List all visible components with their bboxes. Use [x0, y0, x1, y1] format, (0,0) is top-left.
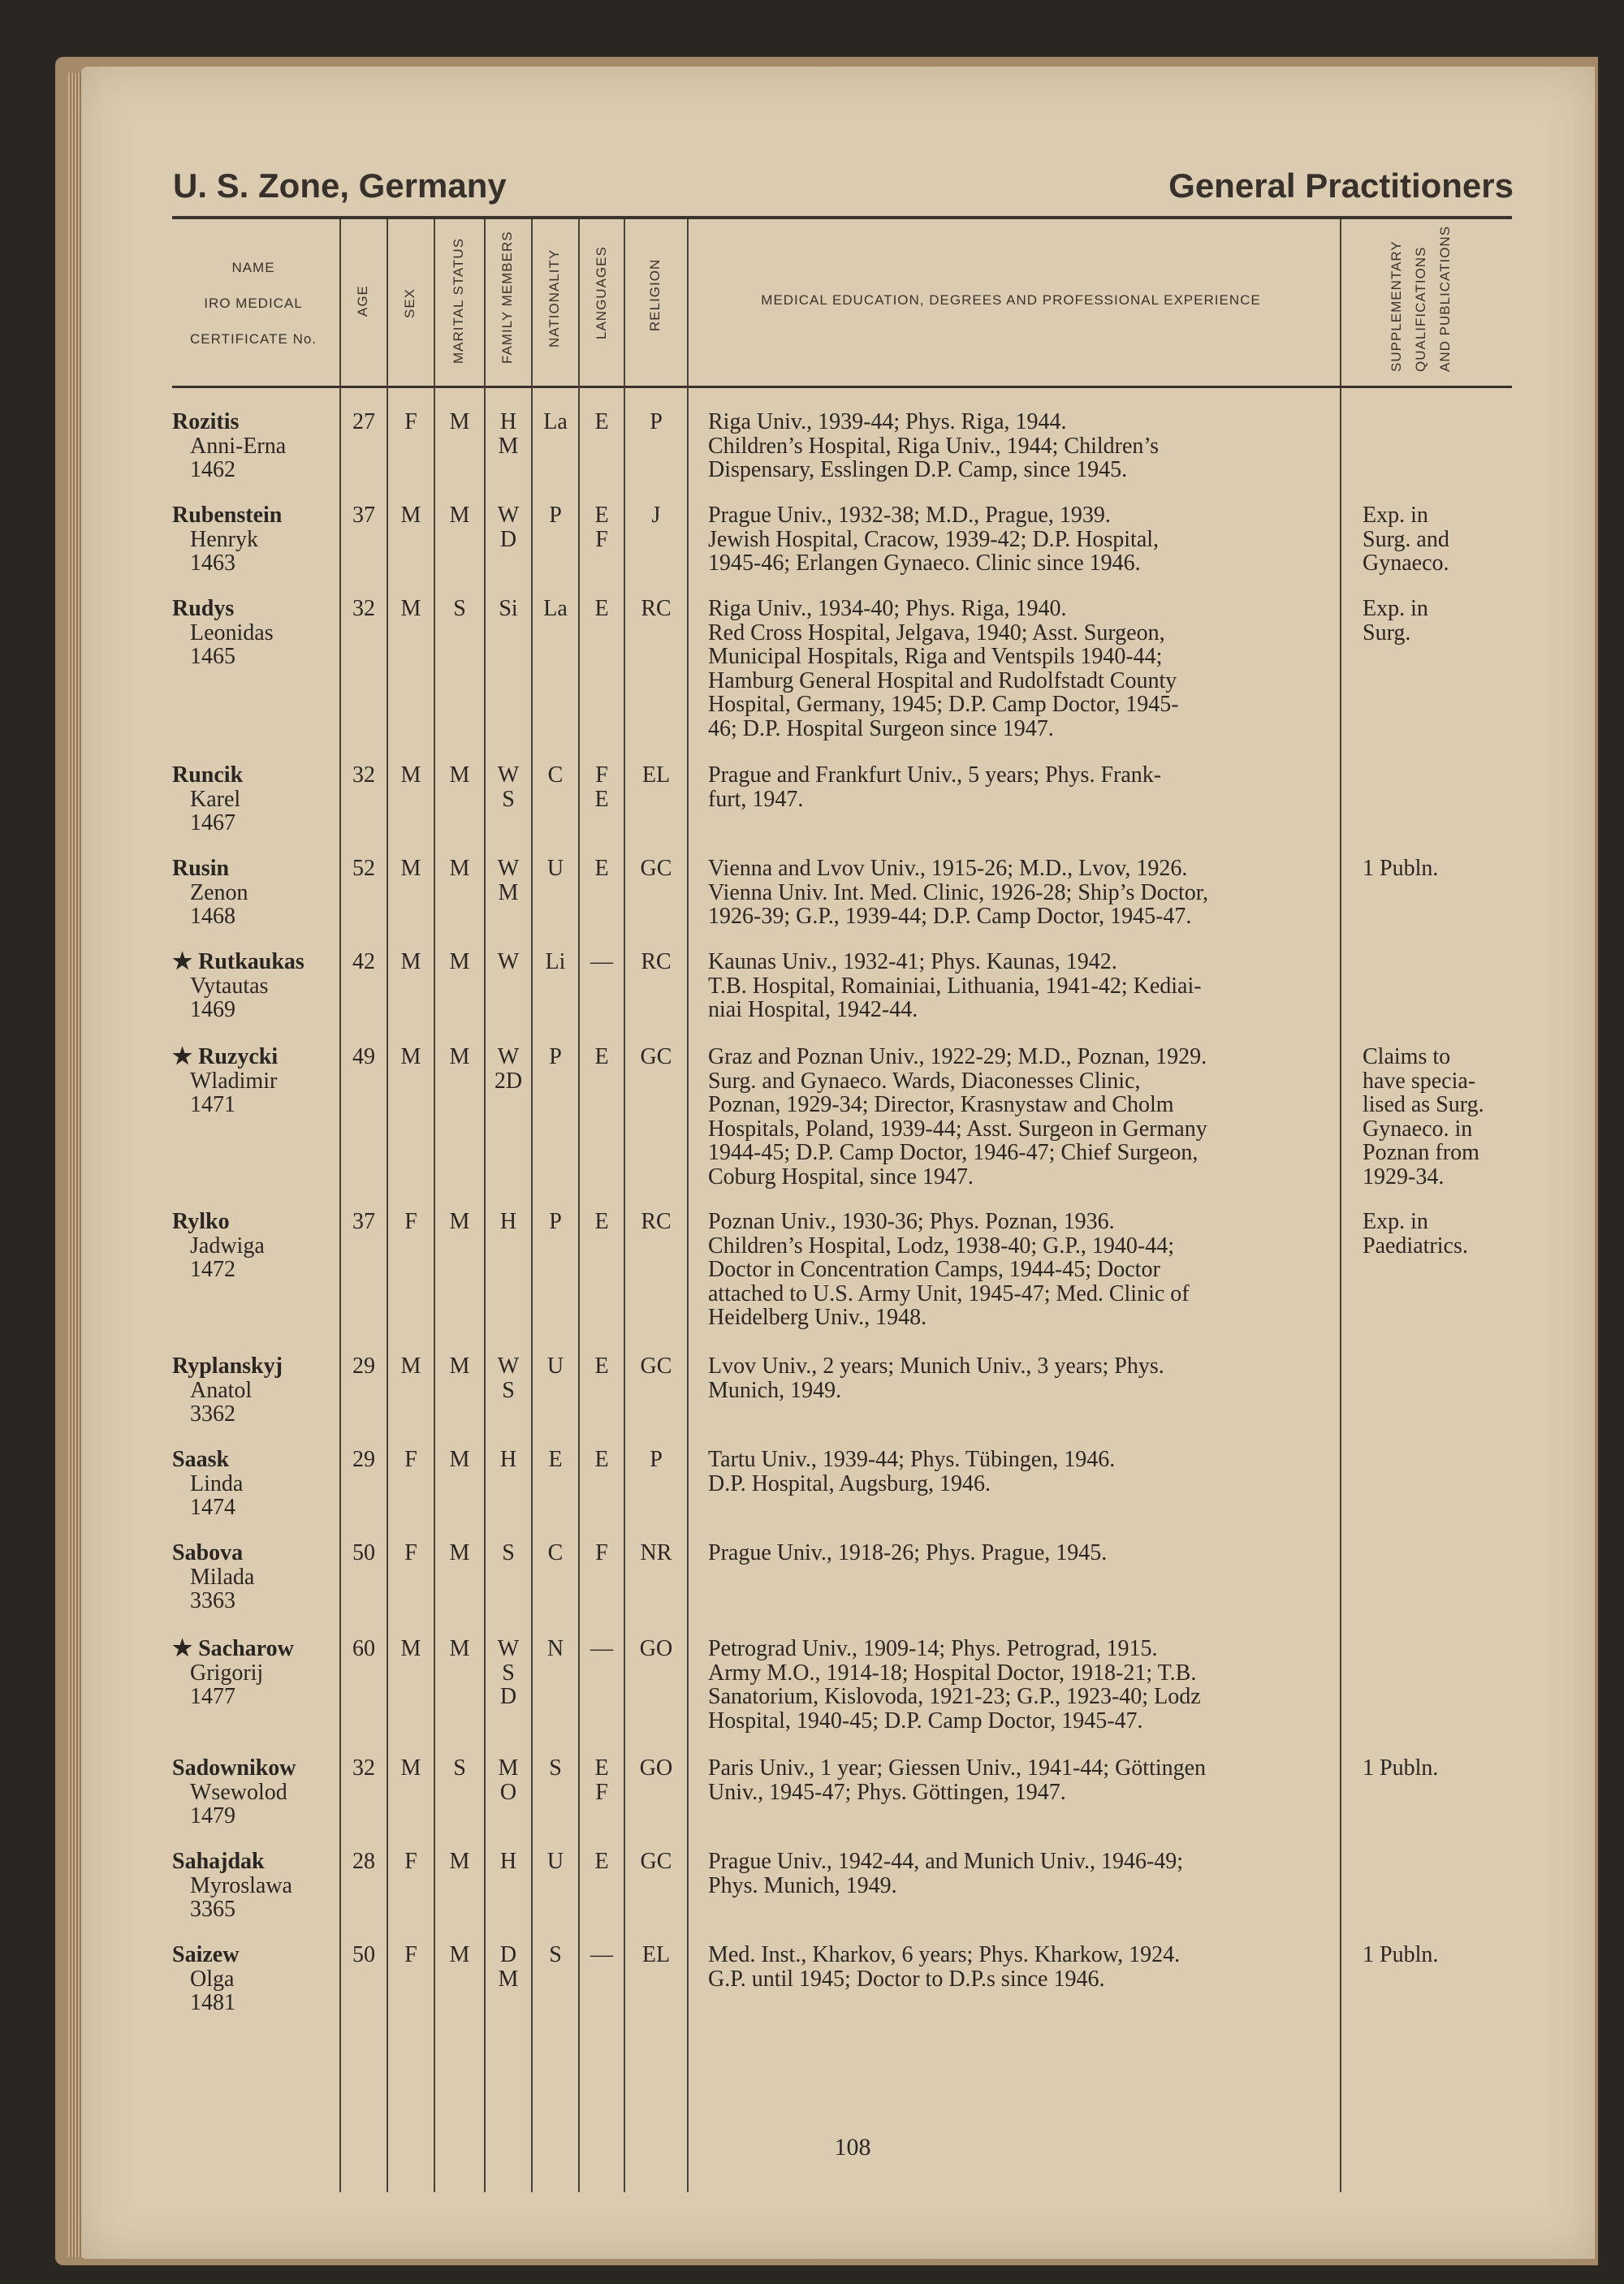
entry-religion: GO: [639, 1755, 673, 1781]
entry-languages: E F: [594, 1755, 609, 1805]
certificate-number: 1472: [190, 1257, 235, 1282]
name-header-line1: NAME: [231, 260, 275, 275]
entry-marital: M: [449, 409, 470, 434]
certificate-number: 1471: [190, 1092, 235, 1117]
entry-name-block: [172, 1943, 239, 2015]
entry-supplementary: 1 Publn.: [1363, 1942, 1439, 1967]
entry-languages: E: [594, 409, 609, 434]
marital-status-column-header: MARITAL STATUS: [451, 237, 466, 364]
header-top-rule: [172, 216, 1512, 219]
certificate-number: 3365: [190, 1897, 235, 1922]
page-number: 108: [834, 2134, 871, 2161]
given-name: Anatol: [190, 1377, 253, 1403]
entry-sex: M: [400, 949, 421, 974]
entry-languages: E: [594, 856, 609, 881]
entry-education: Med. Inst., Kharkov, 6 years; Phys. Kharkow, 1924. G.P. until 1945; Doctor to D.P.s since 1946.: [708, 1942, 1181, 1992]
given-name: Milada: [190, 1564, 255, 1590]
entry-name-block: [172, 1210, 265, 1282]
entry-sex: M: [400, 1755, 421, 1781]
entry-age: 52: [352, 856, 375, 881]
entry-sex: M: [400, 503, 421, 528]
entry-religion: J: [651, 503, 661, 528]
entry-religion: RC: [641, 949, 672, 974]
given-name: Karel: [190, 786, 241, 812]
given-name: Grigorij: [190, 1660, 264, 1686]
entry-marital: M: [449, 762, 470, 788]
age-column-header: AGE: [355, 285, 370, 317]
entry-family: W: [497, 949, 520, 974]
entry-name-block: [172, 410, 286, 482]
entry-religion: EL: [641, 762, 671, 788]
entry-sex: F: [404, 1209, 417, 1234]
given-name: Olga: [190, 1966, 235, 1992]
entry-name-block: [172, 1637, 294, 1709]
column-divider: [687, 219, 689, 2192]
entry-nationality: C: [547, 1540, 564, 1565]
entry-religion: P: [650, 409, 663, 434]
surname: Sahajdak: [172, 1849, 265, 1874]
entry-name-block: [172, 1045, 278, 1117]
certificate-number: 1467: [190, 810, 235, 835]
entry-name-block: [172, 1756, 296, 1828]
entry-nationality: U: [546, 1354, 564, 1379]
entry-education: Vienna and Lvov Univ., 1915-26; M.D., Lvov, 1926. Vienna Univ. Int. Med. Clinic, 1926-28; Ship’s Doctor, 1926-39; G.P., 1939-44; D.P. Camp Doctor, 1945-47.: [708, 856, 1208, 929]
entry-nationality: N: [546, 1636, 564, 1661]
entry-supplementary: 1 Publn.: [1363, 856, 1439, 881]
certificate-number: 1477: [190, 1684, 235, 1709]
entry-nationality: S: [549, 1755, 562, 1781]
entry-marital: S: [453, 1755, 466, 1781]
entry-religion: GC: [640, 1044, 672, 1069]
entry-supplementary: Exp. in Surg. and Gynaeco.: [1363, 503, 1449, 576]
entry-sex: F: [404, 1849, 417, 1874]
entry-languages: —: [590, 949, 613, 974]
entry-languages: F E: [594, 762, 609, 812]
entry-marital: M: [449, 1942, 470, 1967]
surname: Sabova: [172, 1540, 244, 1565]
entry-name-block: [172, 950, 304, 1022]
given-name: Leonidas: [190, 620, 274, 645]
entry-age: 50: [352, 1540, 375, 1565]
certificate-number: 1469: [190, 997, 235, 1022]
header-bottom-rule: [172, 386, 1512, 388]
entry-family: H: [499, 1849, 517, 1874]
entry-education: Tartu Univ., 1939-44; Phys. Tübingen, 1946. D.P. Hospital, Augsburg, 1946.: [708, 1447, 1116, 1496]
entry-family: D M: [498, 1942, 519, 1992]
entry-age: 29: [352, 1447, 375, 1472]
entry-nationality: U: [546, 1849, 564, 1874]
entry-sex: M: [400, 596, 421, 621]
entry-nationality: Li: [545, 949, 566, 974]
languages-column-header: LANGUAGES: [594, 246, 609, 339]
certificate-number: 3362: [190, 1401, 235, 1427]
column-divider: [1340, 388, 1341, 2192]
entry-education: Riga Univ., 1934-40; Phys. Riga, 1940. Red Cross Hospital, Jelgava, 1940; Asst. Surgeon, Municipal Hospitals, Riga and Ventspils 1940-44; Hamburg General Hospital and Rudolfstadt County Hospital, Germany, 1945; D.P. Camp Doctor, 1945- 46; D.P. Hospital Surgeon since 1947.: [708, 596, 1179, 741]
entry-nationality: La: [543, 409, 568, 434]
entry-education: Prague Univ., 1942-44, and Munich Univ., 1946-49; Phys. Munich, 1949.: [708, 1849, 1184, 1898]
entry-marital: M: [449, 1447, 470, 1472]
entry-supplementary: Claims to have specia- lised as Surg. Gynaeco. in Poznan from 1929-34.: [1363, 1044, 1484, 1189]
surname: Saizew: [172, 1942, 240, 1967]
entry-education: Riga Univ., 1939-44; Phys. Riga, 1944. Children’s Hospital, Riga Univ., 1944; Children’s Dispensary, Esslingen D.P. Camp, since 1945.: [708, 409, 1160, 482]
certificate-number: 1463: [190, 550, 235, 576]
supplementary-header-line1: SUPPLEMENTARY: [1389, 240, 1404, 372]
entry-age: 50: [352, 1942, 375, 1967]
entry-languages: E: [594, 1354, 609, 1379]
entry-name-block: [172, 1541, 254, 1613]
nationality-column-header: NATIONALITY: [546, 248, 562, 348]
entry-marital: M: [449, 1209, 470, 1234]
running-header-left: U. S. Zone, Germany: [173, 166, 507, 205]
entry-supplementary: 1 Publn.: [1363, 1755, 1439, 1781]
entry-education: Petrograd Univ., 1909-14; Phys. Petrograd, 1915. Army M.O., 1914-18; Hospital Doctor, 1918-21; T.B. Sanatorium, Kislovoda, 1921-23; G.P., 1923-40; Lodz Hospital, 1940-45; D.P. Camp Doctor, 1945-47.: [708, 1636, 1201, 1734]
entry-marital: S: [453, 596, 466, 621]
entry-family: H: [499, 1209, 517, 1234]
entry-age: 32: [352, 1755, 375, 1781]
entry-education: Graz and Poznan Univ., 1922-29; M.D., Poznan, 1929. Surg. and Gynaeco. Wards, Diaconesses Clinic, Poznan, 1929-34; Director, Krasnystaw and Cholm Hospitals, Poland, 1939-44; Asst. Surgeon in Germany 1944-45; D.P. Camp Doctor, 1946-47; Chief Surgeon, Coburg Hospital, since 1947.: [708, 1044, 1207, 1189]
entry-nationality: P: [549, 1044, 562, 1069]
entry-supplementary: Exp. in Paediatrics.: [1363, 1209, 1468, 1259]
entry-languages: E: [594, 1209, 609, 1234]
entry-family: W S: [497, 762, 520, 812]
entry-sex: M: [400, 856, 421, 881]
entry-religion: GC: [640, 1849, 672, 1874]
given-name: Myroslawa: [190, 1872, 292, 1898]
surname: Sadownikow: [172, 1755, 296, 1781]
entry-name-block: [172, 597, 274, 669]
column-divider: [1340, 219, 1341, 386]
entry-family: Si: [499, 596, 518, 621]
surname: Rubenstein: [172, 503, 283, 528]
entry-marital: M: [449, 856, 470, 881]
given-name: Vytautas: [190, 973, 269, 999]
entry-religion: P: [650, 1447, 663, 1472]
given-name: Jadwiga: [190, 1233, 265, 1259]
given-name: Wsewolod: [190, 1779, 287, 1805]
entry-languages: E: [594, 596, 609, 621]
entry-age: 32: [352, 596, 375, 621]
entry-nationality: C: [547, 762, 564, 788]
entry-sex: M: [400, 1044, 421, 1069]
entry-sex: M: [400, 1636, 421, 1661]
entry-family: W S: [497, 1354, 520, 1403]
entry-marital: M: [449, 1044, 470, 1069]
sex-column-header: SEX: [402, 287, 417, 318]
surname: Rozitis: [172, 409, 240, 434]
given-name: Zenon: [190, 879, 248, 905]
entry-age: 29: [352, 1354, 375, 1379]
certificate-number: 1465: [190, 644, 235, 669]
certificate-number: 1474: [190, 1495, 235, 1520]
entry-nationality: E: [548, 1447, 563, 1472]
entry-age: 28: [352, 1849, 375, 1874]
entry-nationality: U: [546, 856, 564, 881]
entry-religion: NR: [640, 1540, 672, 1565]
surname: Rylko: [172, 1209, 230, 1234]
entry-religion: GO: [639, 1636, 673, 1661]
entry-education: Prague Univ., 1918-26; Phys. Prague, 1945.: [708, 1540, 1108, 1565]
entry-family: S: [502, 1540, 515, 1565]
entry-sex: F: [404, 409, 417, 434]
entry-religion: GC: [640, 1354, 672, 1379]
running-header-right: General Practitioners: [1168, 166, 1514, 205]
entry-languages: —: [590, 1636, 613, 1661]
entry-supplementary: Exp. in Surg.: [1363, 596, 1428, 645]
entry-education: Lvov Univ., 2 years; Munich Univ., 3 years; Phys. Munich, 1949.: [708, 1354, 1164, 1403]
surname: Saask: [172, 1447, 230, 1472]
entry-sex: M: [400, 1354, 421, 1379]
name-header-line3: CERTIFICATE No.: [189, 331, 317, 347]
entry-family: W M: [497, 856, 520, 905]
surname: ★ Ruzycki: [172, 1044, 279, 1069]
entry-languages: E: [594, 1447, 609, 1472]
entry-name-block: [172, 503, 282, 576]
entry-religion: RC: [641, 596, 672, 621]
religion-column-header: RELIGION: [647, 258, 663, 331]
entry-religion: EL: [641, 1942, 671, 1967]
entry-family: W 2D: [494, 1044, 523, 1094]
entry-family: W D: [497, 503, 520, 552]
family-members-column-header: FAMILY MEMBERS: [499, 231, 515, 364]
entry-marital: M: [449, 1540, 470, 1565]
entry-sex: F: [404, 1447, 417, 1472]
entry-marital: M: [449, 949, 470, 974]
certificate-number: 1462: [190, 457, 235, 482]
entry-religion: GC: [640, 856, 672, 881]
entry-family: M O: [498, 1755, 519, 1805]
entry-age: 32: [352, 762, 375, 788]
entry-education: Paris Univ., 1 year; Giessen Univ., 1941-44; Göttingen Univ., 1945-47; Phys. Göttingen, 1947.: [708, 1755, 1207, 1805]
entry-sex: F: [404, 1942, 417, 1967]
entry-age: 60: [352, 1636, 375, 1661]
entry-nationality: P: [549, 1209, 562, 1234]
given-name: Anni-Erna: [190, 433, 287, 459]
surname: ★ Sacharow: [172, 1636, 294, 1661]
entry-sex: M: [400, 762, 421, 788]
entry-marital: M: [449, 1849, 470, 1874]
given-name: Henryk: [190, 526, 258, 552]
entry-nationality: P: [549, 503, 562, 528]
entry-education: Kaunas Univ., 1932-41; Phys. Kaunas, 1942. T.B. Hospital, Romainiai, Lithuania, 1941-42; Kediai- niai Hospital, 1942-44.: [708, 949, 1202, 1022]
entry-family: H: [499, 1447, 517, 1472]
entry-age: 42: [352, 949, 375, 974]
entry-languages: E: [594, 1044, 609, 1069]
entry-name-block: [172, 763, 243, 835]
entry-sex: F: [404, 1540, 417, 1565]
surname: Ryplanskyj: [172, 1354, 283, 1379]
entry-age: 27: [352, 409, 375, 434]
given-name: Linda: [190, 1470, 244, 1496]
certificate-number: 1468: [190, 904, 235, 929]
entry-languages: E: [594, 1849, 609, 1874]
supplementary-header-line2: QUALIFICATIONS: [1413, 246, 1428, 372]
entry-nationality: S: [549, 1942, 562, 1967]
entry-languages: —: [590, 1942, 613, 1967]
entry-age: 37: [352, 1209, 375, 1234]
entry-family: H M: [498, 409, 519, 459]
entry-age: 49: [352, 1044, 375, 1069]
entry-marital: M: [449, 503, 470, 528]
name-header-line2: IRO MEDICAL: [204, 296, 303, 311]
surname: Rusin: [172, 856, 230, 881]
entry-family: W S D: [497, 1636, 520, 1709]
entry-marital: M: [449, 1354, 470, 1379]
name-column-header: [172, 250, 335, 357]
certificate-number: 1481: [190, 1990, 235, 2015]
certificate-number: 3363: [190, 1588, 235, 1613]
surname: ★ Rutkaukas: [172, 949, 304, 974]
entry-name-block: [172, 857, 248, 929]
entry-education: Poznan Univ., 1930-36; Phys. Poznan, 1936. Children’s Hospital, Lodz, 1938-40; G.P., 1940-44; Doctor in Concentration Camps, 1944-45; Doctor attached to U.S. Army Unit, 1945-47; Med. Clinic of Heidelberg Univ., 1948.: [708, 1209, 1190, 1330]
entry-education: Prague and Frankfurt Univ., 5 years; Phys. Frank- furt, 1947.: [708, 762, 1162, 812]
entry-name-block: [172, 1354, 283, 1427]
certificate-number: 1479: [190, 1803, 235, 1828]
entry-name-block: [172, 1850, 292, 1922]
entry-age: 37: [352, 503, 375, 528]
supplementary-header-line3: AND PUBLICATIONS: [1437, 225, 1453, 372]
surname: Runcik: [172, 762, 244, 788]
entry-marital: M: [449, 1636, 470, 1661]
entry-languages: E F: [594, 503, 609, 552]
entry-nationality: La: [543, 596, 568, 621]
education-column-header: MEDICAL EDUCATION, DEGREES AND PROFESSIONAL EXPERIENCE: [761, 292, 1261, 308]
entry-languages: F: [595, 1540, 608, 1565]
entry-name-block: [172, 1448, 243, 1520]
surname: Rudys: [172, 596, 235, 621]
entry-religion: RC: [641, 1209, 672, 1234]
entry-education: Prague Univ., 1932-38; M.D., Prague, 1939. Jewish Hospital, Cracow, 1939-42; D.P. Hospital, 1945-46; Erlangen Gynaeco. Clinic since 1946.: [708, 503, 1160, 576]
given-name: Wladimir: [190, 1068, 278, 1094]
